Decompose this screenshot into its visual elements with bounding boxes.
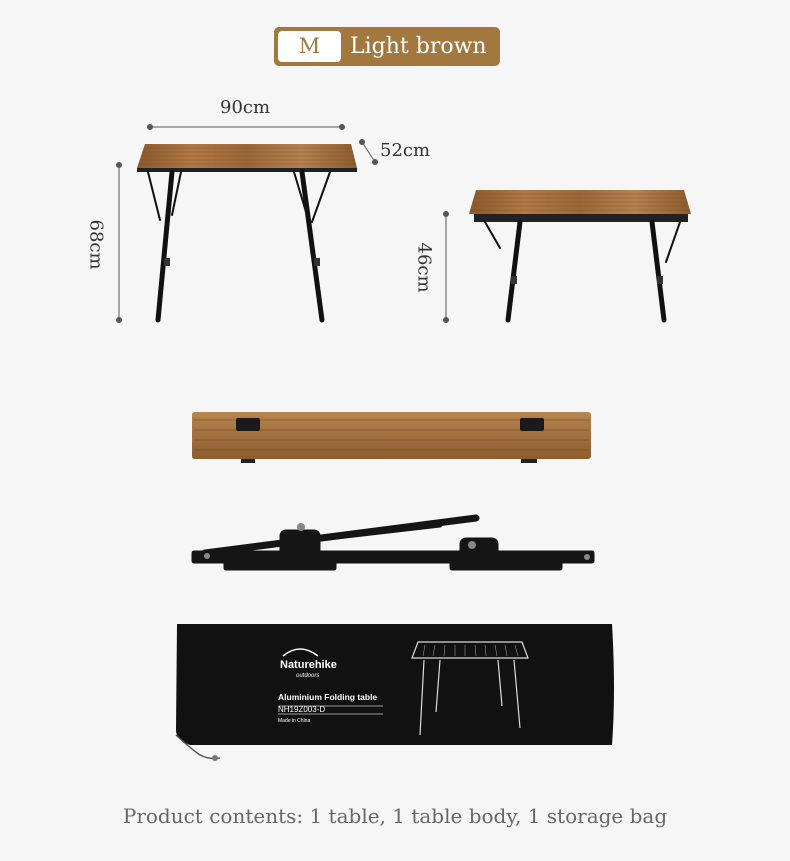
size-label: M [278, 31, 341, 62]
dimension-height-low-line [444, 212, 449, 323]
bag-model: NH19Z003-D [278, 705, 326, 714]
product-contents-caption: Product contents: 1 table, 1 table body, 1 storage bag [122, 804, 668, 828]
storage-bag [176, 624, 614, 761]
dimension-depth-line [360, 140, 378, 165]
color-label: Light brown [350, 34, 487, 59]
bag-origin: Made in China [278, 718, 311, 724]
dimension-width-label: 90cm [220, 97, 271, 118]
rolled-tabletop [192, 412, 591, 463]
bag-brand-sub: outdoors [296, 673, 320, 679]
dimension-height-low-label: 46cm [413, 242, 435, 293]
bag-product-name: Aluminium Folding table [278, 692, 378, 702]
table-high [137, 144, 357, 320]
dimension-depth-label: 52cm [380, 140, 431, 161]
table-low [469, 190, 691, 320]
dimension-width-line [148, 125, 345, 130]
dimension-height-high-label: 68cm [85, 219, 107, 270]
dimension-height-high-line [117, 163, 122, 323]
folded-frame [192, 518, 594, 570]
bag-brand: Naturehike [280, 659, 337, 671]
